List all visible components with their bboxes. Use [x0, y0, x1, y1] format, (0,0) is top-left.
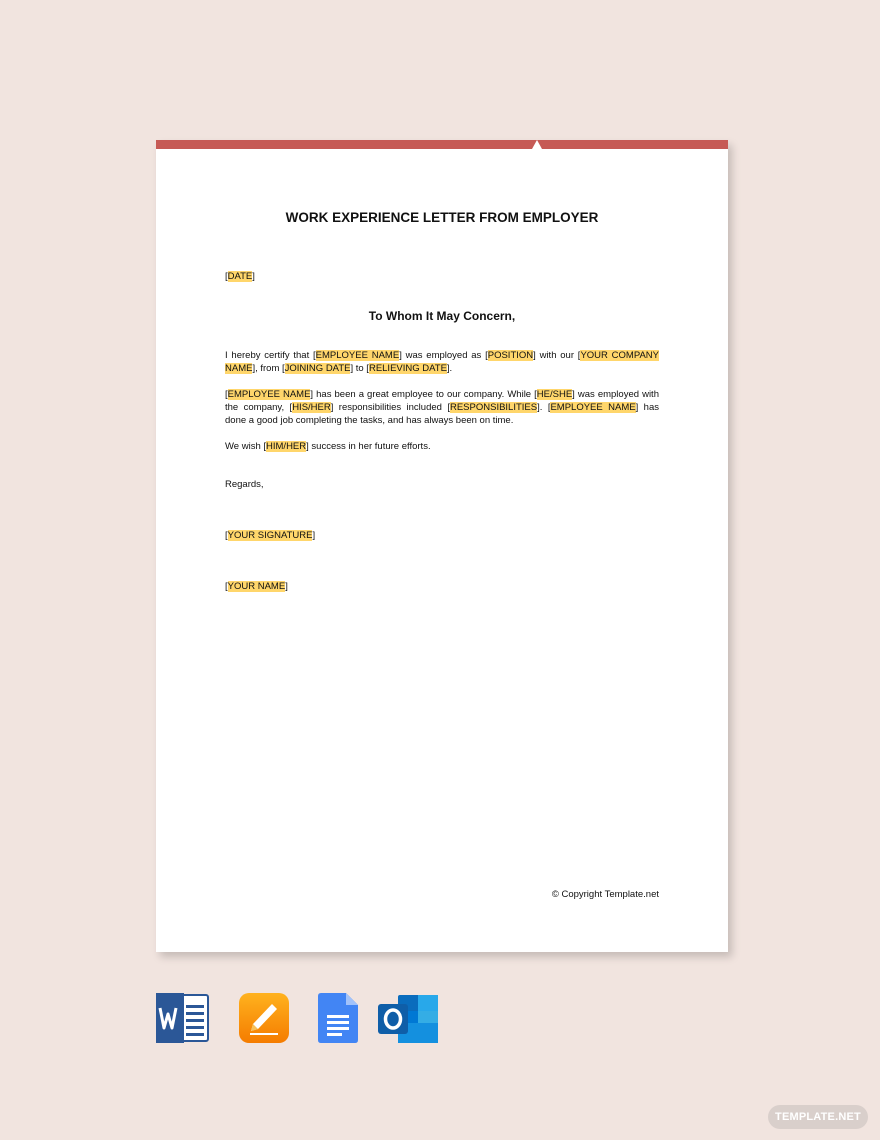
accent-bar [156, 140, 728, 149]
date-placeholder: DATE [227, 271, 253, 282]
paragraph-1: I hereby certify that [EMPLOYEE NAME] was employed as [POSITION] with our [YOUR COMPANY NAME], from [JOINING DATE] to [RELIEVING DATE]. [225, 350, 660, 374]
he-she-placeholder: HE/SHE [536, 389, 573, 400]
relieving-date-placeholder: RELIEVING DATE [368, 363, 447, 374]
signature-line: [YOUR SIGNATURE] [225, 530, 316, 541]
paragraph-3: We wish [HIM/HER] success in her future efforts. [225, 441, 431, 452]
regards: Regards, [225, 479, 264, 490]
employee-name-placeholder: EMPLOYEE NAME [550, 402, 636, 413]
joining-date-placeholder: JOINING DATE [284, 363, 351, 374]
template-net-badge[interactable]: TEMPLATE.NET [768, 1105, 868, 1129]
name-line: [YOUR NAME] [225, 581, 288, 592]
letter-page [156, 140, 728, 952]
copyright-text: © Copyright Template.net [551, 889, 659, 900]
position-placeholder: POSITION [487, 350, 534, 361]
him-her-placeholder: HIM/HER [266, 441, 307, 452]
accent-bar-notch [532, 140, 542, 149]
his-her-placeholder: HIS/HER [292, 402, 331, 413]
pages-icon[interactable] [239, 993, 289, 1043]
document-title: WORK EXPERIENCE LETTER FROM EMPLOYER [285, 210, 599, 225]
outlook-icon[interactable] [378, 993, 440, 1045]
name-placeholder: YOUR NAME [227, 581, 286, 592]
greeting: To Whom It May Concern, [368, 309, 516, 323]
word-icon[interactable] [156, 993, 210, 1043]
signature-placeholder: YOUR SIGNATURE [227, 530, 313, 541]
employee-name-placeholder: EMPLOYEE NAME [227, 389, 311, 400]
responsibilities-placeholder: RESPONSIBILITIES [449, 402, 538, 413]
google-docs-icon[interactable] [318, 993, 358, 1043]
paragraph-2: [EMPLOYEE NAME] has been a great employee to our company. While [HE/SHE] was employed with the company, [HIS/HER] responsibilities included [RESPONSIBILITIES]. [EMPLOYEE NAME] has done a good job completing the tasks, and has always been on time. [225, 389, 659, 426]
employee-name-placeholder: EMPLOYEE NAME [315, 350, 400, 361]
company-name-placeholder: YOUR COMPANY NAME [225, 350, 660, 374]
date-line: [DATE] [225, 271, 255, 282]
